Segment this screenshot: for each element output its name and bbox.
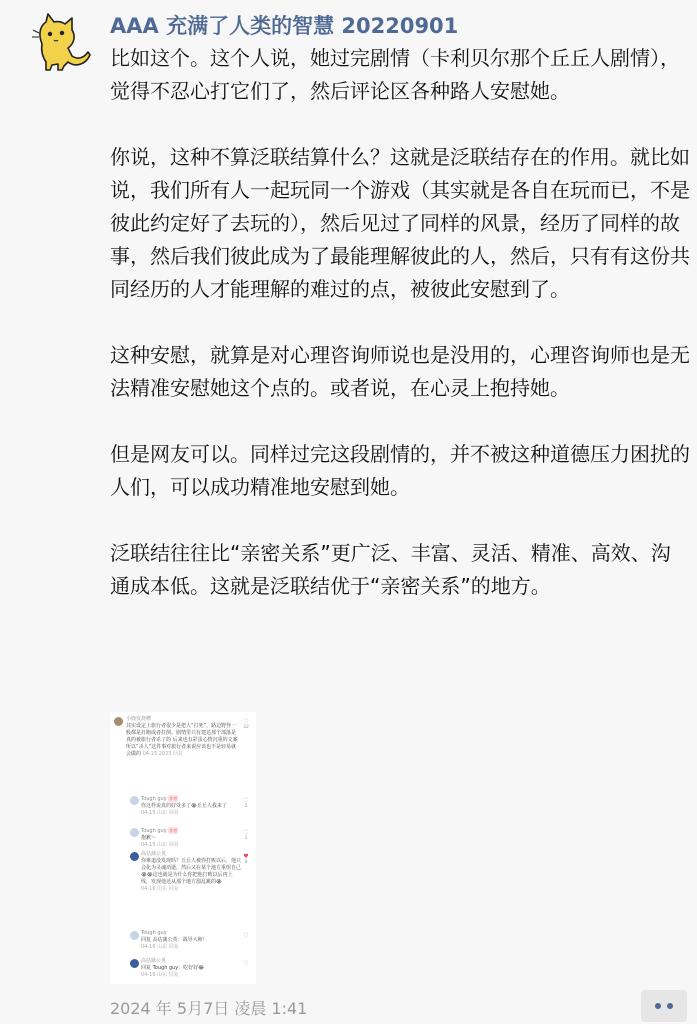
commenter-name: Tough guy bbox=[141, 828, 167, 834]
comment-time: 04-16 山东 回复 bbox=[141, 886, 179, 892]
author-tag: 作者 bbox=[169, 796, 178, 801]
author-name[interactable]: AAA 充满了人类的智慧 20220901 bbox=[110, 14, 459, 38]
comment-time: 04-15 山东 回复 bbox=[141, 842, 179, 848]
comment-text: 回复 Tough guy：吃好好😂 bbox=[141, 965, 205, 971]
heart-icon: ♡ 32 bbox=[240, 718, 252, 730]
comment-time: 04-15 山东 回复 bbox=[141, 810, 179, 816]
comment-time: 04-16 山东 回复 bbox=[141, 944, 179, 950]
comment bbox=[141, 851, 241, 893]
comment bbox=[141, 827, 241, 849]
like-count: 8 bbox=[244, 860, 248, 865]
heart-icon: ♥ 8 bbox=[240, 853, 252, 865]
post-timestamp: 2024 年 5月7日 凌晨 1:41 bbox=[110, 999, 308, 1018]
commenter-avatar bbox=[130, 828, 139, 837]
commenter-avatar bbox=[130, 796, 139, 805]
comment-text: 你难道没发现吗？丘丘人被你打败以后，他只会化为灵魂消逝，然后又在某个地方重组自己😭😭这也就是为什么你把他打败以后再上线，发现他还从那个地方溜乱跳的😭 bbox=[141, 858, 242, 885]
comment-text: 抱歉～ bbox=[141, 835, 157, 841]
comment bbox=[141, 958, 241, 979]
comment bbox=[126, 716, 238, 758]
commenter-name: 小鹿发烧槽 bbox=[126, 716, 152, 722]
like-count: 1 bbox=[244, 836, 248, 841]
commenter-avatar bbox=[130, 959, 139, 968]
heart-icon: ♡ bbox=[243, 960, 249, 967]
post-content bbox=[110, 42, 690, 636]
heart-icon: ♡ 1 bbox=[240, 829, 252, 841]
dot bbox=[667, 1003, 673, 1009]
dot bbox=[655, 1003, 661, 1009]
comment bbox=[141, 795, 241, 817]
post-paragraph: 这种安慰，就算是对心理咨询师说也是没用的，心理咨询师也是无法精准安慰她这个点的。或者说，在心灵上抱持她。 bbox=[110, 343, 690, 400]
comment-text: 其实设定上旅行者很少是把人“打死”，路边野怪一般都是打跑或者打倒。剧情里只有建达那个部落是真的被旅行者杀了的 后来也有彩蛋心情沉重的文案 所以“杀人”这件事对旅行者来说应该也不是轻易就会做的 bbox=[126, 723, 238, 757]
like-count: 32 bbox=[243, 725, 249, 730]
commenter-name: 高估蒲公英 bbox=[141, 958, 167, 964]
commenter-name: Tough guy bbox=[141, 796, 167, 802]
comment-text: 你这样说真的好受多了😭丘丘人我来了 bbox=[141, 803, 227, 809]
like-count: 2 bbox=[244, 804, 248, 809]
comment-time: 04-16 山东 回复 bbox=[141, 972, 179, 978]
comment-screenshot-image[interactable] bbox=[110, 712, 256, 984]
commenter-name: Tough guy bbox=[141, 930, 167, 936]
comment-time: 04-15 2023 回复 bbox=[142, 751, 184, 757]
comment-text: 回复 高估蒲公英：战导大师！ bbox=[141, 937, 208, 943]
comment bbox=[141, 930, 241, 951]
avatar[interactable] bbox=[28, 10, 94, 76]
commenter-avatar bbox=[130, 931, 139, 940]
post-paragraph: 你说，这种不算泛联结算什么？这就是泛联结存在的作用。就比如说，我们所有人一起玩同一个游戏（其实就是各自在玩而已，不是彼此约定好了去玩的），然后见过了同样的风景，经历了同样的故事，然后我们彼此成为了最能理解彼此的人，然后，只有有这份共同经历的人才能理解的难过的点，被彼此安慰到了。 bbox=[110, 145, 690, 301]
post-paragraph: 但是网友可以。同样过完这段剧情的，并不被这种道德压力困扰的人们，可以成功精准地安慰到她。 bbox=[110, 442, 690, 499]
heart-icon: ♡ 2 bbox=[240, 797, 252, 809]
post-paragraph: 比如这个。这个人说，她过完剧情（卡利贝尔那个丘丘人剧情），觉得不忍心打它们了，然后评论区各种路人安慰她。 bbox=[110, 46, 680, 103]
author-tag: 作者 bbox=[169, 828, 178, 833]
more-dots-icon[interactable] bbox=[641, 990, 687, 1022]
heart-icon: ♡ bbox=[243, 932, 249, 939]
commenter-name: 高估蒲公英 bbox=[141, 851, 167, 857]
commenter-avatar bbox=[114, 717, 123, 726]
commenter-avatar bbox=[130, 852, 139, 861]
post-paragraph: 泛联结往往比“亲密关系”更广泛、丰富、灵活、精准、高效、沟通成本低。这就是泛联结优于“亲密关系”的地方。 bbox=[110, 541, 671, 598]
